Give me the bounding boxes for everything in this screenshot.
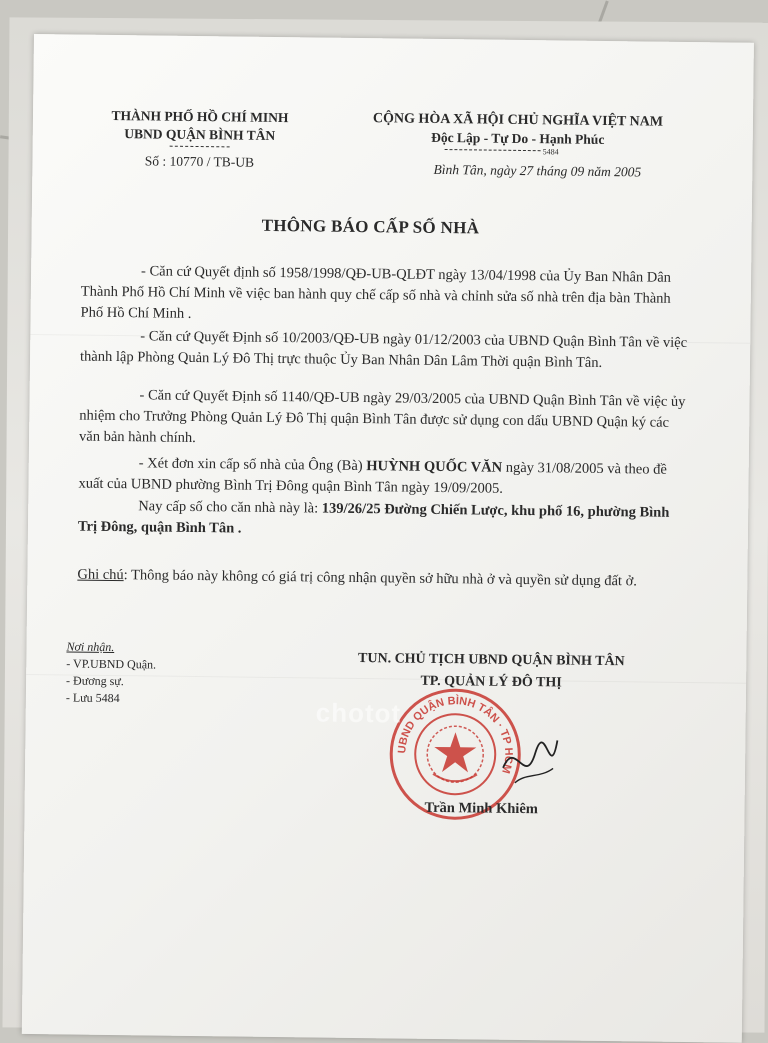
document-number: Số : 10770 / TB-UB xyxy=(144,153,255,170)
signer-name: Trần Minh Khiêm xyxy=(424,799,538,818)
recipient-item: - Lưu 5484 xyxy=(65,690,120,706)
application-lead: - Xét đơn xin cấp số nhà của Ông (Bà) xyxy=(138,455,367,475)
chotot-watermark: chotot xyxy=(315,697,402,729)
paragraph-legal-basis-1: - Căn cứ Quyết định số 1958/1998/QĐ-UB-QLĐT ngày 13/04/1998 của Ủy Ban Nhân Dân Thành Phố Hồ Chí Minh về việc ban hành quy chế cấp số nhà và chỉnh sửa số nhà trên địa bàn Thành Phố Hồ Chí Minh . xyxy=(80,263,672,322)
handwritten-signature xyxy=(495,728,566,799)
paragraph-legal-basis-2: - Căn cứ Quyết Định số 10/2003/QĐ-UB ngày 01/12/2003 của UBND Quận Bình Tân về việc thành lập Phòng Quản Lý Đô Thị trực thuộc Ủy Ban Nhân Dân Lâm Thời quận Bình Tân. xyxy=(79,328,688,371)
paragraph-legal-basis-3: - Căn cứ Quyết Định số 1140/QĐ-UB ngày 29/03/2005 của UBND Quận Bình Tân về việc ủy nhiệm cho Trưởng Phòng Quản Lý Đô Thị quận Bình Tân được sử dụng con dấu UBND Quận ký các văn bản hành chính. xyxy=(78,387,686,447)
application-tail: ngày 31/08/2005 và theo đề xuất của UBND phường Bình Trị Đông quận Bình Tân ngày 19/09/2005. xyxy=(78,459,667,497)
issuer-city: THÀNH PHỐ HỒ CHÍ MINH xyxy=(111,107,289,126)
recipients-heading: Nơi nhận. xyxy=(66,639,115,655)
applicant-name: HUỲNH QUỐC VĂN xyxy=(366,458,503,476)
issue-date: Bình Tân, ngày 27 tháng 09 năm 2005 xyxy=(433,161,642,180)
signatory-authority: TUN. CHỦ TỊCH UBND QUẬN BÌNH TÂN xyxy=(357,651,625,670)
national-motto: Độc Lập - Tự Do - Hạnh Phúc xyxy=(431,129,605,147)
national-header xyxy=(352,110,683,182)
house-address: 139/26/25 Đường Chiến Lược, khu phố 16, phường Bình Trị Đông, quận Bình Tân . xyxy=(77,500,670,537)
note-label: Ghi chú xyxy=(77,566,124,584)
header-divider xyxy=(170,146,230,148)
motto-divider xyxy=(445,149,541,151)
issuer-district: UBND QUẬN BÌNH TÂN xyxy=(124,126,276,143)
recipient-item: - Đương sự. xyxy=(66,673,124,689)
svg-text:UBND QUẬN BÌNH TÂN · TP HCM: UBND QUẬN BÌNH TÂN · TP HCM xyxy=(396,695,515,775)
issuer-header xyxy=(94,107,305,173)
note-text: : Thông báo này không có giá trị công nhận quyền sở hữu nhà ở và quyền sử dụng đất ở. xyxy=(123,567,638,590)
country-name: CỘNG HÒA XÃ HỘI CHỦ NGHĨA VIỆT NAM xyxy=(372,111,664,130)
note-paragraph xyxy=(77,565,697,594)
recipient-item: - VP.UBND Quận. xyxy=(66,656,157,672)
document-page xyxy=(22,34,754,1043)
recipients-list xyxy=(66,638,157,707)
signatory-office: TP. QUẢN LÝ ĐÔ THỊ xyxy=(420,673,562,691)
reference-code: 5484 xyxy=(542,147,559,157)
paragraph-application xyxy=(78,453,688,502)
paragraph-house-number xyxy=(78,496,688,545)
document-title: THÔNG BÁO CẤP SỐ NHÀ xyxy=(261,215,480,238)
house-number-lead: Nay cấp số cho căn nhà này là: xyxy=(138,498,322,517)
